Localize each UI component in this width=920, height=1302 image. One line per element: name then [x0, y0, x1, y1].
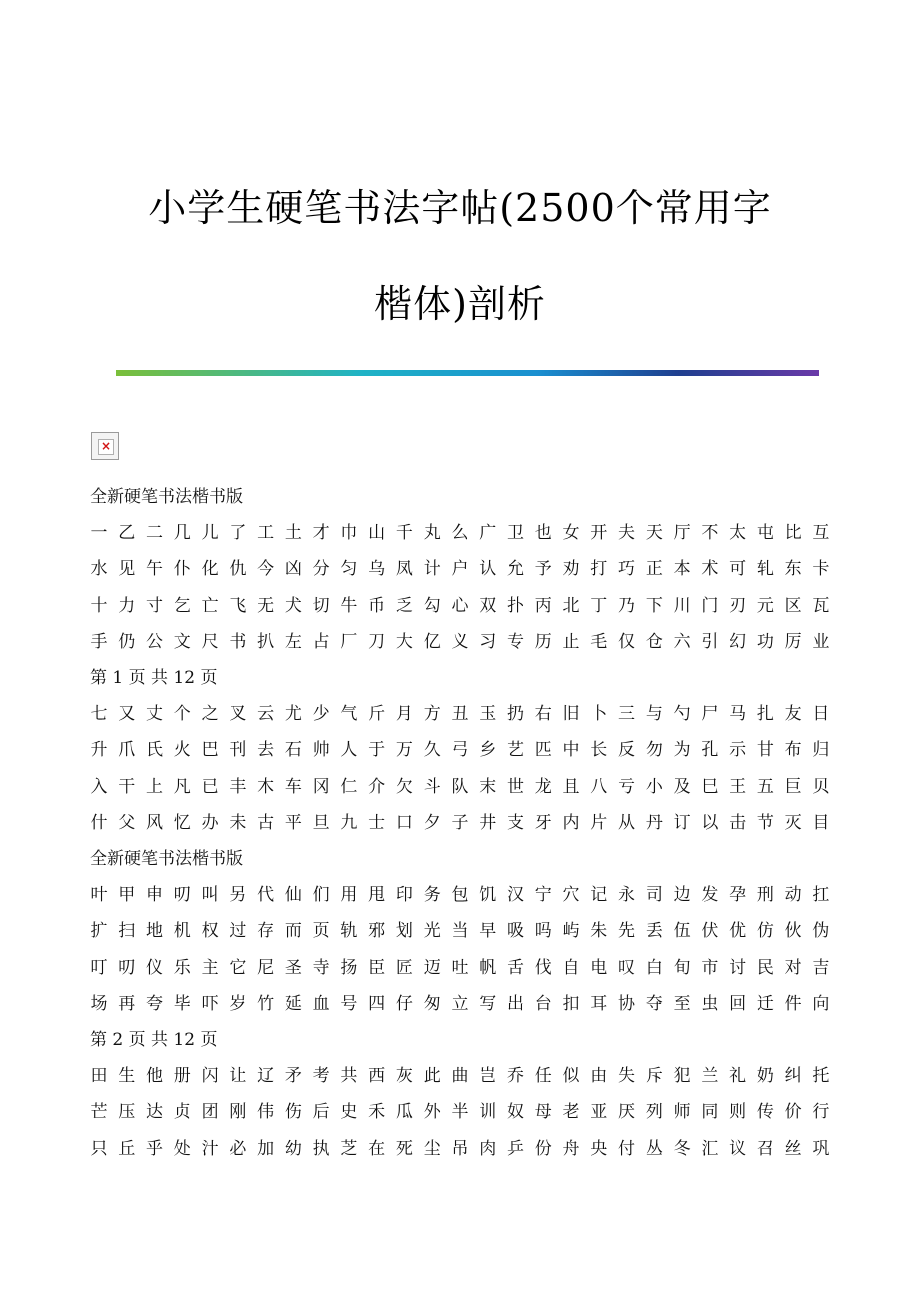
character-row: 芒 压 达 贞 团 刚 伟 伤 后 史 禾 瓜 外 半 训 奴 母 老 亚 厌 列 师 同 则 传 价 行 [90, 1102, 830, 1122]
page-footer: 第 2 页 共 12 页 [90, 1030, 218, 1050]
gradient-divider [116, 370, 819, 376]
page-footer: 第 1 页 共 12 页 [90, 668, 218, 688]
character-row: 什 父 风 忆 办 未 古 平 旦 九 士 口 夕 子 井 支 牙 内 片 从 丹 订 以 击 节 灭 目 [90, 813, 830, 833]
character-row: 场 再 夸 毕 吓 岁 竹 延 血 号 四 仔 匆 立 写 出 台 扣 耳 协 夺 至 虫 回 迁 件 向 [90, 994, 830, 1014]
character-row: 扩 扫 地 机 权 过 存 而 页 轨 邪 划 光 当 早 吸 吗 屿 朱 先 丢 伍 伏 优 仿 伙 伪 [90, 921, 830, 941]
character-row: 叮 叨 仪 乐 主 它 尼 圣 寺 扬 臣 匠 迈 吐 帆 舌 伐 自 电 叹 白 旬 市 讨 民 对 吉 [90, 958, 830, 978]
section-heading: 全新硬笔书法楷书版 [90, 849, 243, 869]
section-heading: 全新硬笔书法楷书版 [90, 487, 243, 507]
character-row: 水 见 午 仆 化 仇 今 凶 分 匀 乌 凤 计 户 认 允 予 劝 打 巧 正 本 术 可 轧 东 卡 [90, 559, 830, 579]
character-row: 手 仍 公 文 尺 书 扒 左 占 厂 刀 大 亿 义 习 专 历 止 毛 仅 仓 六 引 幻 功 厉 业 [90, 632, 830, 652]
character-row: 只 丘 乎 处 汁 必 加 幼 执 芝 在 死 尘 吊 肉 乒 份 舟 央 付 丛 冬 汇 议 召 丝 巩 [90, 1139, 830, 1159]
character-row: 升 爪 氏 火 巴 刊 去 石 帅 人 于 万 久 弓 乡 艺 匹 中 长 反 勿 为 孔 示 甘 布 归 [90, 740, 830, 760]
character-row: 七 又 丈 个 之 叉 云 尤 少 气 斤 月 方 丑 玉 扔 右 旧 卜 三 与 勺 尸 马 扎 友 日 [90, 704, 830, 724]
character-row: 入 干 上 凡 已 丰 木 车 冈 仁 介 欠 斗 队 末 世 龙 且 八 亏 小 及 巳 王 五 巨 贝 [90, 777, 830, 797]
broken-image-x-icon: × [98, 439, 114, 455]
character-row: 十 力 寸 乞 亡 飞 无 犬 切 牛 币 乏 勾 心 双 扑 丙 北 丁 乃 下 川 门 刃 元 区 瓦 [90, 596, 830, 616]
document-title-line-2: 楷体)剖析 [374, 282, 546, 326]
broken-image-icon [91, 432, 119, 460]
character-row: 叶 甲 申 叨 叫 另 代 仙 们 用 甩 印 务 包 饥 汉 宁 穴 记 永 司 边 发 孕 刑 动 扛 [90, 885, 830, 905]
character-row: 田 生 他 册 闪 让 辽 矛 考 共 西 灰 此 曲 岂 乔 任 似 由 失 斥 犯 兰 礼 奶 纠 托 [90, 1066, 830, 1086]
document-title-line-1: 小学生硬笔书法字帖(2500个常用字 [148, 186, 772, 230]
character-row: 一 乙 二 几 儿 了 工 土 才 巾 山 千 丸 么 广 卫 也 女 开 夫 天 厅 不 太 屯 比 互 [90, 523, 830, 543]
